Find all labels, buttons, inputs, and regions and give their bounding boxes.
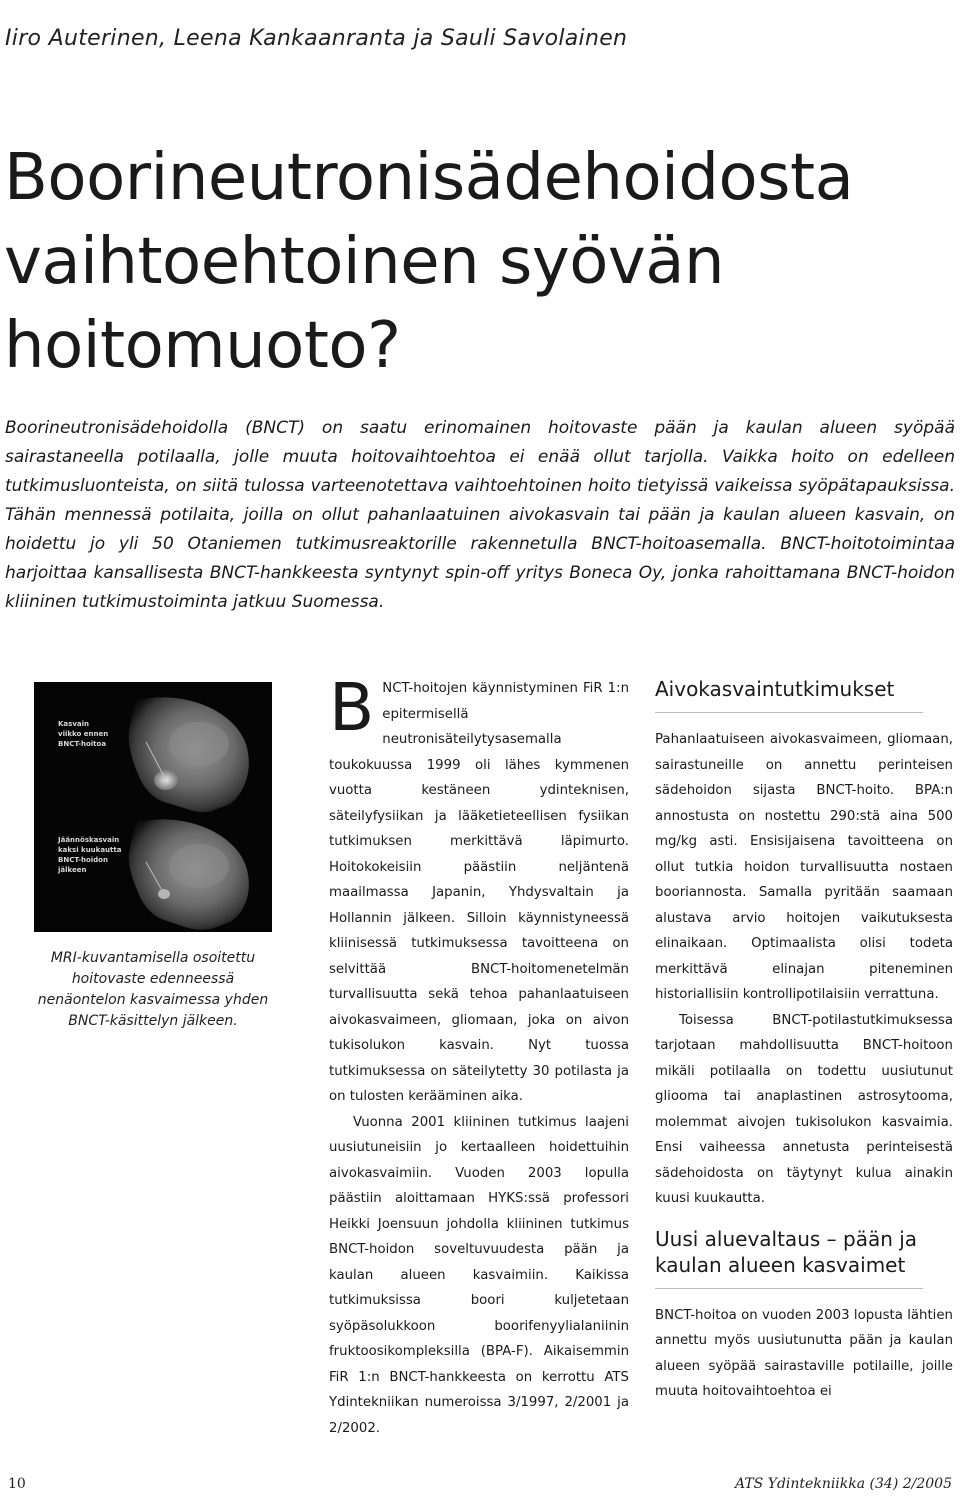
figure-label-bottom-4: jälkeen	[58, 866, 87, 874]
figure-caption: MRI-kuvantamisella osoitettu hoitovaste edenneessä nenäontelon kasvaimessa yhden BNCT-käsittelyn jälkeen.	[37, 950, 269, 1029]
page-number: 10	[8, 1476, 26, 1492]
text-column-2	[329, 669, 629, 1441]
body-paragraph: Toisessa BNCT-potilastutkimuksessa tarjotaan mahdollisuutta BNCT-hoitoon mikäli potilaalla on todettu uusiutunut gliooma tai anaplastinen astrosytooma, molemmat aivojen tukisolukon kasvaimia. Ensi vaiheessa annetusta perinteisestä sädehoidosta on täytynyt kulua ainakin kuusi kuukautta.	[655, 1012, 953, 1206]
figure-label-top-2: viikko ennen	[58, 730, 109, 738]
body-paragraph: BNCT-hoitoa on vuoden 2003 lopusta lähtien annettu myös uusiutunutta pään ja kaulan alueen syöpää sairastaville potilaille, joille muuta hoitovaihtoehtoa ei	[655, 1307, 953, 1399]
mri-figure	[34, 682, 272, 932]
body-paragraph: Vuonna 2001 kliininen tutkimus laajeni uusiutuneisiin jo kertaalleen hoidettuihin aivokasvaimiin. Vuoden 2003 lopulla päästiin aloittamaan HYKS:ssä professori Heikki Joensuun johdolla kliininen tutkimus BNCT-hoidon soveltuvuudesta pään ja kaulan alueen kasvaimiin. Kaikissa tutkimuksissa boori kuljetetaan syöpäsolukkoon boorifenyylialaniinin fruktoosikompleksilla (BPA-F). Aikaisemmin FiR 1:n BNCT-hankkeesta on kerrottu ATS Ydintekniikan numeroissa 3/1997, 2/2001 ja 2/2002.	[329, 1114, 629, 1436]
article-title	[4, 136, 954, 388]
journal-footer: ATS Ydintekniikka (34) 2/2005	[735, 1476, 952, 1492]
figure-label-bottom-1: Jäännöskasvain	[58, 836, 120, 844]
body-paragraph: NCT-hoitojen käynnistyminen FiR 1:n epitermisellä neutronisäteilytysasemalla toukokuussa 1999 oli lähes kymmenen vuotta kestäneen ydinteknisen, säteilyfysiikan ja lääketieteellisen fysiikan tutkimuksen merkittävä läpimurto. Hoitokokeisiin päästiin neljäntenä maailmassa Japanin, Yhdysvaltain ja Hollannin jälkeen. Silloin käynnistyneessä kliinisessä tutkimuksessa tavoitteena on selvittää BNCT-hoitomenetelmän turvallisuutta sekä tehoa pahanlaatuiseen aivokasvaimeen, gliomaan, joka on aivon tukisolukon kasvain. Nyt tuossa tutkimuksessa on säteilytetty 30 potilasta ja on tulosten kerääminen aika.	[329, 681, 629, 1104]
author-byline: Iiro Auterinen, Leena Kankaanranta ja Sauli Savolainen	[5, 26, 628, 51]
heading-divider	[655, 712, 923, 713]
section-heading-head-neck: Uusi aluevaltaus – pään ja kaulan alueen kasvaimet	[655, 1226, 918, 1277]
text-column-3	[655, 676, 953, 1405]
title-line: vaihtoehtoinen syövän	[4, 225, 725, 299]
body-paragraph: Pahanlaatuiseen aivokasvaimeen, gliomaan, sairastuneille on annettu perinteisen sädehoidon sijasta BNCT-hoito. BPA:n annostusta on nostettu 290:stä aina 500 mg/kg asti. Ensisijaisena tavoitteena on ollut tutkia hoidon turvallisuutta nostaen booriannosta. Samalla pyritään saamaan alustava arvio hoitojen vaikutuksesta elinaikaan. Optimaalista olisi todeta merkittävä elinajan piteneminen historiallisiin kontrollipotilaisiin verrattuna.	[655, 732, 953, 1002]
mri-scan-image	[34, 682, 272, 932]
figure-label-top-1: Kasvain	[58, 720, 89, 728]
figure-label-bottom-3: BNCT-hoidon	[58, 856, 108, 864]
section-heading-brain-tumors: Aivokasvaintutkimukset	[655, 677, 895, 701]
figure-label-bottom-2: kaksi kuukautta	[58, 846, 122, 854]
title-line: Boorineutronisädehoidosta	[4, 141, 854, 215]
heading-divider	[655, 1288, 923, 1289]
article-lead: Boorineutronisädehoidolla (BNCT) on saatu erinomainen hoitovaste pään ja kaulan alueen syöpää sairastaneella potilaalla, jolle muuta hoitovaihtoehtoa ei enää ollut tarjolla. Vaikka hoito on edelleen tutkimusluonteista, on siitä tulossa varteenotettava vaihtoehtoinen hoito tietyissä vaikeissa syöpätapauksissa. Tähän mennessä potilaita, joilla on ollut pahanlaatuinen aivokasvain tai pään ja kaulan alueen kasvain, on hoidettu jo yli 50 Otaniemen tutkimusreaktorille rakennetulla BNCT-hoitoasemalla. BNCT-hoitotoimintaa harjoittaa kansallisesta BNCT-hankkeesta syntynyt spin-off yritys Boneca Oy, jonka rahoittamana BNCT-hoidon kliininen tutkimustoiminta jatkuu Suomessa.	[5, 418, 955, 612]
figure-label-top-3: BNCT-hoitoa	[58, 740, 107, 748]
title-line: hoitomuoto?	[4, 309, 401, 383]
drop-cap: B	[329, 669, 375, 746]
